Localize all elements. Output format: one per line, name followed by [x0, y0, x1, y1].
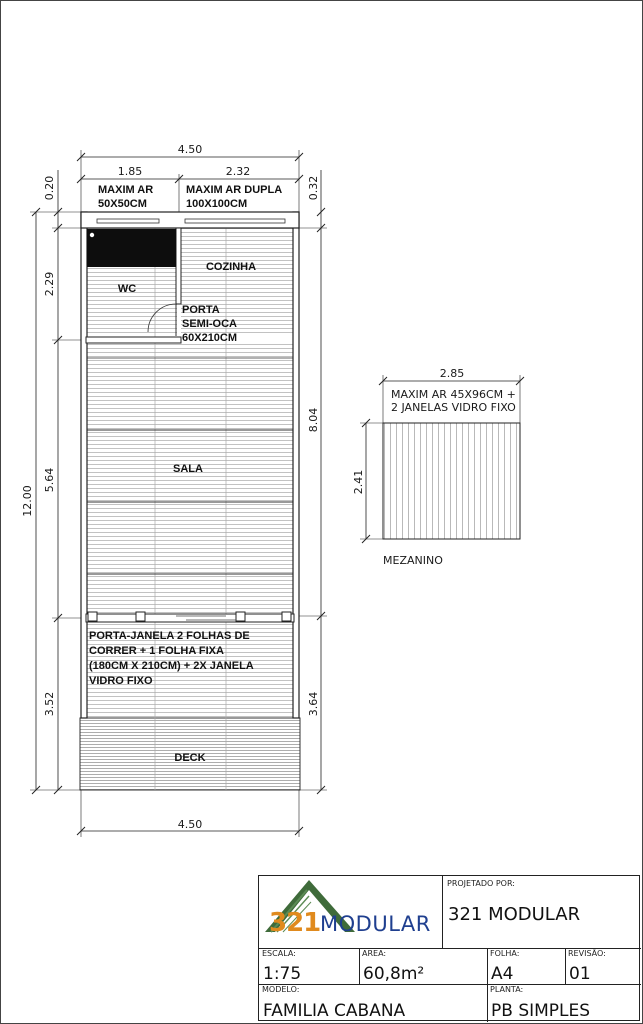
mezzanine-window-label: MAXIM AR 45X96CM + 2 JANELAS VIDRO FIXO [391, 388, 516, 414]
post [88, 612, 97, 621]
sheet-caption: FOLHA: [490, 949, 520, 958]
wc-window-label: MAXIM AR 50X50CM [98, 184, 154, 210]
mezzanine-name: MEZANINO [383, 554, 443, 567]
mezzanine-height: 2.41 [352, 469, 365, 495]
model-cell [259, 984, 487, 1021]
wall-wc-bottom [86, 337, 181, 343]
dim-left-2: 5.64 [43, 467, 56, 493]
living-floor [86, 344, 294, 616]
mezzanine-floor [383, 423, 520, 539]
designed-by-caption: PROJETADO POR: [447, 879, 515, 888]
room-kitchen-label: COZINHA [205, 261, 257, 273]
room-wc-label: WC [117, 283, 137, 295]
dim-overall-length: 12.00 [21, 485, 34, 517]
room-deck-label: DECK [174, 752, 206, 764]
post [282, 612, 291, 621]
room-living-label: SALA [173, 463, 203, 475]
kitchen-window-label: MAXIM AR DUPLA 100X100CM [186, 184, 282, 210]
post [136, 612, 145, 621]
dim-overall-width-bottom: 4.50 [177, 818, 203, 831]
sheet-value: A4 [491, 964, 514, 984]
area-cell [359, 948, 487, 984]
plan-cell [487, 984, 641, 1021]
plan-value: PB SIMPLES [491, 1001, 591, 1021]
revision-cell [565, 948, 641, 984]
scale-value: 1:75 [263, 964, 302, 984]
model-value: FAMILIA CABANA [263, 1001, 406, 1021]
dim-right-1: 8.04 [307, 407, 320, 433]
scale-cell [259, 948, 359, 984]
post [236, 612, 245, 621]
dim-overall-width-top: 4.50 [177, 143, 203, 156]
area-value: 60,8m² [363, 964, 425, 984]
dim-left-0: 0.20 [43, 175, 56, 201]
dim-right-0: 0.32 [307, 175, 320, 201]
model-caption: MODELO: [262, 985, 300, 994]
wall-wc-divider [176, 228, 181, 304]
plan-caption: PLANTA: [490, 985, 524, 994]
dim-width-right: 2.32 [225, 165, 251, 178]
dim-right-2: 3.64 [307, 691, 320, 717]
designed-by-value: 321 MODULAR [448, 904, 581, 925]
wall-left [81, 212, 87, 718]
scale-caption: ESCALA: [262, 949, 296, 958]
revision-caption: REVISÃO: [568, 949, 606, 958]
kitchen-window [185, 219, 285, 223]
dim-left-3: 3.52 [43, 691, 56, 717]
logo-word: MODULAR [320, 912, 431, 936]
wc-fixture-block [87, 229, 176, 267]
area-caption: AREA: [362, 949, 387, 958]
logo-number: 321 [269, 908, 321, 938]
designed-by-cell [442, 876, 639, 948]
wall-right [293, 212, 299, 718]
front-wall [86, 614, 294, 622]
shower-drain-icon [90, 233, 94, 237]
title-block [258, 875, 640, 1021]
logo [259, 876, 442, 948]
mezzanine-width: 2.85 [439, 367, 465, 380]
dim-left-1: 2.29 [43, 271, 56, 297]
wc-window [97, 219, 159, 223]
door-label: PORTA SEMI-OCA 60X210CM [182, 304, 238, 344]
sheet-cell [487, 948, 565, 984]
dim-width-left: 1.85 [117, 165, 143, 178]
revision-value: 01 [569, 964, 591, 984]
sliding-door-label: PORTA-JANELA 2 FOLHAS DE CORRER + 1 FOLHA FIXA (180CM X 210CM) + 2X JANELA VIDRO FIXO [89, 630, 254, 687]
